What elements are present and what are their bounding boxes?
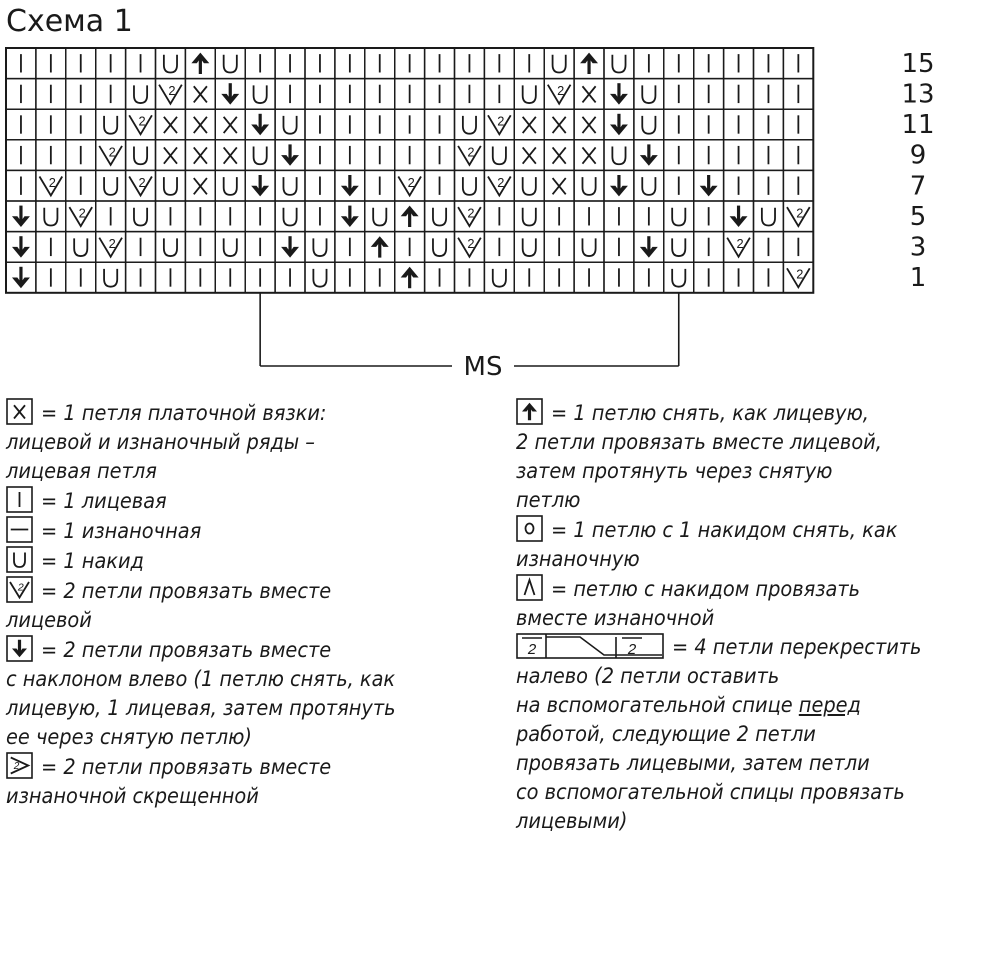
legend-text-cont: 2 петли провязать вместе лицевой, [516, 430, 882, 455]
svg-text:2: 2 [17, 581, 24, 594]
legend-text: = 1 изнаночная [41, 519, 202, 544]
legend-text-cont: изнаночную [516, 547, 640, 572]
sk2p-icon [516, 398, 543, 425]
legend-text-cont: петлю [516, 488, 581, 513]
legend-text: = 1 петля платочной вязки: [41, 401, 327, 426]
legend-item [6, 516, 496, 546]
svg-text:2: 2 [627, 641, 637, 658]
legend-text: = петлю с накидом провязать [551, 577, 861, 602]
legend-item [6, 486, 496, 516]
legend-item [516, 398, 1000, 515]
legend-text: = 2 петли провязать вместе [41, 579, 332, 604]
legend-item [516, 633, 1000, 836]
garter-stitch-icon [6, 398, 33, 425]
yarn-over-icon [6, 546, 33, 573]
legend-text-cont: вместе изнаночной [516, 606, 715, 631]
knit-icon [6, 486, 33, 513]
legend-text: = 1 петлю с 1 накидом снять, как [551, 518, 898, 543]
svg-text:2: 2 [497, 174, 505, 190]
legend-text-cont: со вспомогательной спицы провязать [516, 780, 905, 805]
svg-text:2: 2 [527, 641, 537, 658]
purl-icon [6, 516, 33, 543]
legend-text: = 4 петли перекрестить [672, 635, 922, 660]
svg-text:2: 2 [78, 205, 86, 221]
svg-text:2: 2 [407, 174, 415, 190]
knitting-chart [0, 0, 1000, 390]
legend-text: = 1 петлю снять, как лицевую, [551, 401, 869, 426]
legend-item [6, 752, 496, 811]
svg-text:2: 2 [467, 236, 475, 252]
legend-text: = 2 петли провязать вместе [41, 755, 332, 780]
legend-left [6, 398, 496, 811]
row-number-label: 5 [909, 201, 927, 232]
row-number-label: 3 [909, 232, 927, 263]
row-number-label: 1 [909, 263, 927, 294]
svg-text:2: 2 [796, 266, 804, 282]
svg-text:2: 2 [168, 83, 176, 99]
legend-text-cont: изнаночной скрещенной [6, 784, 259, 809]
k2tog-icon [6, 576, 33, 603]
legend-item [6, 398, 496, 486]
legend-item [516, 574, 1000, 633]
legend-text-cont: с наклоном влево (1 петлю снять, как [6, 667, 396, 692]
legend-text: = 2 петли провязать вместе [41, 638, 332, 663]
svg-text:2: 2 [138, 174, 146, 190]
legend-text-cont: затем протянуть через снятую [516, 459, 833, 484]
purl-together-with-yo-icon [516, 574, 543, 601]
legend-text-cont: работой, следующие 2 петли [516, 722, 816, 747]
svg-text:2: 2 [467, 144, 475, 160]
row-number-label: 9 [909, 140, 927, 171]
legend-item [516, 515, 1000, 574]
legend-text-cont: лицевыми) [516, 809, 628, 834]
legend-text-cont: ее через снятую петлю) [6, 725, 252, 750]
cable-cross-left-icon [516, 633, 664, 659]
legend-text-cont: лицевую, 1 лицевая, затем протянуть [6, 696, 396, 721]
svg-text:2: 2 [497, 113, 505, 129]
legend-text-cont: налево (2 петли оставить [516, 664, 780, 689]
legend-item [6, 635, 496, 752]
legend-right [516, 398, 1000, 836]
row-number-label: 11 [901, 110, 935, 141]
svg-text:2: 2 [467, 205, 475, 221]
p2tog-tbl-icon [6, 752, 33, 779]
svg-text:2: 2 [138, 113, 146, 129]
svg-text:2: 2 [13, 761, 20, 772]
svg-text:2: 2 [108, 144, 116, 160]
row-number-label: 15 [901, 48, 935, 79]
row-number-label: 13 [901, 79, 935, 110]
svg-text:2: 2 [796, 205, 804, 221]
svg-text:2: 2 [736, 236, 744, 252]
legend-text: = 1 накид [41, 549, 144, 574]
legend-text-cont: лицевая петля [6, 459, 157, 484]
row-number-label: 7 [909, 171, 927, 202]
legend-text-cont: лицевой [6, 608, 92, 633]
legend-item [6, 576, 496, 635]
legend-text-cont: на вспомогательной спице перед [516, 693, 861, 718]
chart-title: Схема 1 [6, 4, 133, 39]
ssk-icon [6, 635, 33, 662]
legend-item [6, 546, 496, 576]
legend-text-cont: провязать лицевыми, затем петли [516, 751, 870, 776]
svg-text:2: 2 [48, 174, 56, 190]
slip-with-yo-icon [516, 515, 543, 542]
legend-text: = 1 лицевая [41, 489, 167, 514]
repeat-label: MS [463, 352, 503, 382]
svg-text:2: 2 [557, 83, 565, 99]
legend-text-cont: лицевой и изнаночный ряды – [6, 430, 315, 455]
svg-text:2: 2 [108, 236, 116, 252]
